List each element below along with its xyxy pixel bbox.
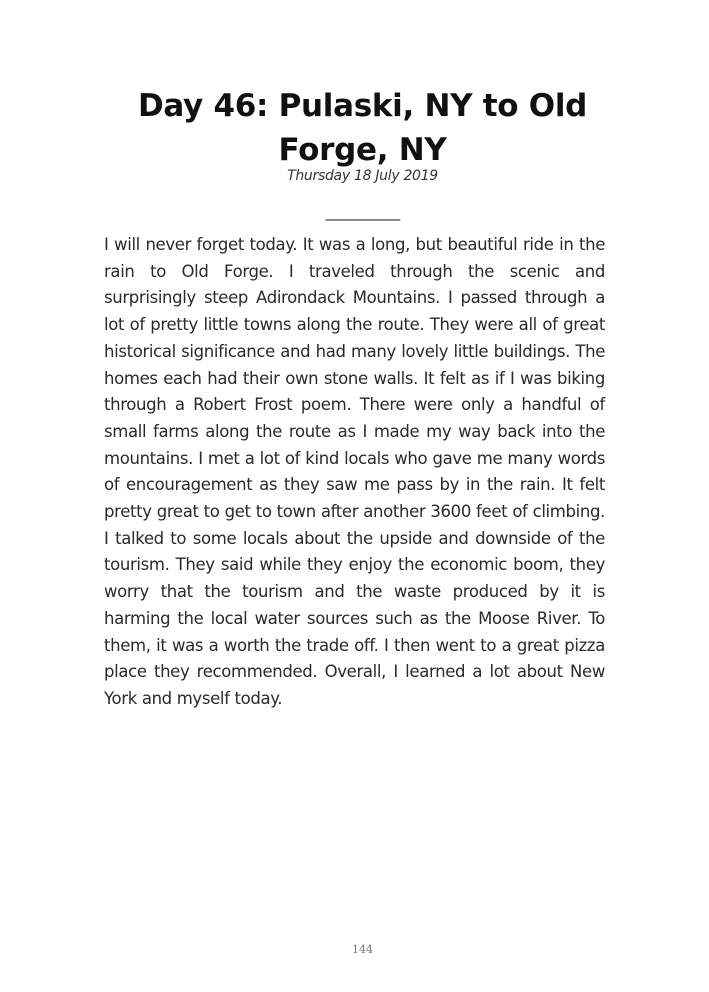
entry-date: Thursday 18 July 2019 (287, 168, 438, 184)
page-title: Day 46: Pulaski, NY to Old Forge, NY (137, 88, 588, 168)
body-paragraph: I will never forget today. It was a long, but beautiful ride in the rain to Old Forge. I traveled through the scenic and surprisingly steep Adirondack Mountains. I passed through a lot of pretty little towns along the route. They were all of great historical significance and had many lovely little buildings. The homes each had their own stone walls. It felt as if I was biking through a Robert Frost poem. There were only a handful of small farms along the route as I made my way back into the mountains. I met a lot of kind locals who gave me many words of encouragement as they saw me pass by in the rain. It felt pretty great to get to town after another 3600 feet of climbing. I talked to some locals about the upside and downside of the tourism. They said while they enjoy the economic boom, they worry that the tourism and the waste produced by it is harming the local water sources such as the Moose River. To them, it was a worth the trade off. I then went to a great pizza place they recommended. Overall, I learned a lot about New York and myself today. (104, 235, 605, 708)
page-number: 144 (352, 943, 373, 956)
section-divider: ___________ (325, 203, 400, 221)
